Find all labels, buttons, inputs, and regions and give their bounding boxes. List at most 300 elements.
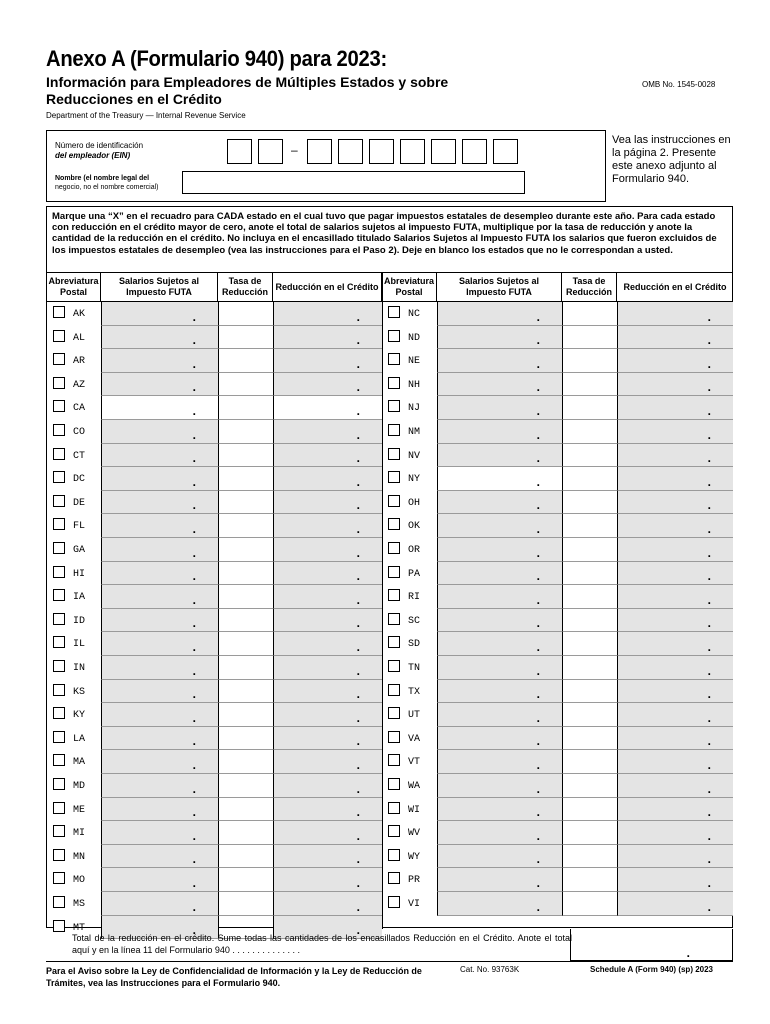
decimal-point: . <box>356 333 360 348</box>
decimal-point: . <box>536 309 540 324</box>
decimal-point: . <box>707 545 711 560</box>
state-checkbox[interactable] <box>388 825 400 837</box>
reduction-field[interactable] <box>617 373 733 397</box>
decimal-point: . <box>707 569 711 584</box>
table-row <box>47 373 734 397</box>
state-abbr: PR <box>408 875 421 887</box>
rate-field[interactable] <box>562 396 617 420</box>
reduction-field[interactable] <box>617 326 733 350</box>
state-checkbox[interactable] <box>388 802 400 814</box>
rate-field[interactable] <box>562 656 617 680</box>
state-abbr: VT <box>408 757 421 769</box>
decimal-point: . <box>192 663 196 678</box>
decimal-point: . <box>192 380 196 395</box>
col-rate-left: Tasa de Reducción <box>218 273 273 302</box>
decimal-point: . <box>536 875 540 890</box>
decimal-point: . <box>536 498 540 513</box>
decimal-point: . <box>356 899 360 914</box>
state-abbr: OH <box>408 497 421 509</box>
rate-field[interactable] <box>562 467 617 491</box>
decimal-point: . <box>536 734 540 749</box>
decimal-point: . <box>192 781 196 796</box>
wages-field[interactable] <box>437 750 562 774</box>
table-row <box>47 514 734 538</box>
decimal-point: . <box>707 639 711 654</box>
state-abbr: ME <box>73 804 86 816</box>
state-abbr: CO <box>73 427 86 438</box>
state-checkbox[interactable] <box>388 684 400 696</box>
state-abbr: CA <box>73 403 86 415</box>
decimal-point: . <box>192 923 196 938</box>
rate-field[interactable] <box>562 892 617 916</box>
col-reduction-left: Reducción en el Crédito <box>273 273 382 302</box>
decimal-point: . <box>707 521 711 536</box>
table-row <box>47 703 734 727</box>
decimal-point: . <box>356 451 360 466</box>
reduction-field[interactable] <box>617 491 733 515</box>
table-row <box>47 326 734 350</box>
decimal-point: . <box>536 380 540 395</box>
decimal-point: . <box>707 616 711 631</box>
table-row <box>47 892 734 916</box>
state-abbr: AK <box>73 309 86 320</box>
decimal-point: . <box>536 805 540 820</box>
state-abbr: NJ <box>408 403 421 415</box>
state-abbr: WV <box>408 828 421 840</box>
ein-label: Número de identificación del empleador (EIN) <box>55 141 144 160</box>
table-row <box>47 656 734 680</box>
decimal-point: . <box>536 757 540 772</box>
state-checkbox[interactable] <box>388 754 400 766</box>
state-abbr: PA <box>408 568 421 580</box>
rate-field[interactable] <box>562 562 617 586</box>
state-abbr: ID <box>73 615 86 627</box>
state-abbr: NH <box>408 379 421 391</box>
reduction-field[interactable] <box>617 396 733 420</box>
decimal-point: . <box>356 498 360 513</box>
state-checkbox[interactable] <box>388 566 400 578</box>
rate-field[interactable] <box>562 632 617 656</box>
wages-field[interactable] <box>437 514 562 538</box>
wages-field[interactable] <box>437 703 562 727</box>
decimal-point: . <box>192 710 196 725</box>
decimal-point: . <box>536 333 540 348</box>
catalog-number: Cat. No. 93763K <box>460 965 520 974</box>
reduction-field[interactable] <box>617 562 733 586</box>
state-abbr: NC <box>408 309 421 320</box>
table-row <box>47 680 734 704</box>
state-abbr: LA <box>73 733 86 745</box>
state-abbr: WY <box>408 851 421 863</box>
decimal-point: . <box>192 592 196 607</box>
wages-field[interactable] <box>437 609 562 633</box>
side-note: Vea las instrucciones en la página 2. Presente este anexo adjunto al Formulario 940. <box>612 134 731 185</box>
decimal-point: . <box>707 663 711 678</box>
total-section <box>46 929 733 961</box>
decimal-point: . <box>536 781 540 796</box>
decimal-point: . <box>536 828 540 843</box>
column-divider <box>382 273 383 929</box>
decimal-point: . <box>707 875 711 890</box>
decimal-point: . <box>356 828 360 843</box>
decimal-point: . <box>536 639 540 654</box>
state-abbr: NV <box>408 450 421 462</box>
decimal-point: . <box>192 498 196 513</box>
wages-field[interactable] <box>437 444 562 468</box>
state-abbr: OR <box>408 545 421 556</box>
decimal-point: . <box>536 687 540 702</box>
decimal-point: . <box>192 427 196 442</box>
wages-field[interactable] <box>437 326 562 350</box>
table-row <box>47 774 734 798</box>
decimal-point: . <box>356 474 360 489</box>
ein-digit-3[interactable] <box>307 139 332 164</box>
col-abbr-right: Abreviatura Postal <box>382 273 437 302</box>
wages-field[interactable] <box>437 491 562 515</box>
wages-field[interactable] <box>437 632 562 656</box>
rate-field[interactable] <box>562 750 617 774</box>
decimal-point: . <box>536 592 540 607</box>
state-checkbox[interactable] <box>388 518 400 530</box>
state-abbr: NY <box>408 474 421 486</box>
decimal-point: . <box>536 852 540 867</box>
wages-field[interactable] <box>437 302 562 326</box>
decimal-point: . <box>192 875 196 890</box>
reduction-field[interactable] <box>617 467 733 491</box>
decimal-point: . <box>192 852 196 867</box>
rate-field[interactable] <box>562 538 617 562</box>
decimal-point: . <box>707 592 711 607</box>
state-abbr: IL <box>73 639 86 651</box>
state-abbr: MD <box>73 781 86 792</box>
decimal-point: . <box>192 474 196 489</box>
reduction-field[interactable] <box>617 750 733 774</box>
decimal-point: . <box>707 781 711 796</box>
decimal-point: . <box>536 403 540 418</box>
decimal-point: . <box>536 545 540 560</box>
decimal-point: . <box>356 569 360 584</box>
state-abbr: MT <box>73 922 86 934</box>
decimal-point: . <box>707 474 711 489</box>
state-abbr: FL <box>73 521 86 533</box>
rate-field[interactable] <box>562 349 617 373</box>
table-row <box>47 727 734 751</box>
decimal-point: . <box>707 498 711 513</box>
state-abbr: AR <box>73 356 86 368</box>
form-subtitle: Información para Empleadores de Múltiples Estados y sobre Reducciones en el Crédito <box>46 74 449 107</box>
ein-digit-7[interactable] <box>431 139 456 164</box>
table-row <box>47 467 734 491</box>
ein-digit-1[interactable] <box>227 139 252 164</box>
state-abbr: TN <box>408 663 421 674</box>
decimal-point: . <box>536 474 540 489</box>
ein-digit-6[interactable] <box>400 139 425 164</box>
reduction-field[interactable] <box>617 349 733 373</box>
reduction-field[interactable] <box>617 680 733 704</box>
state-checkbox[interactable] <box>388 660 400 672</box>
state-checkbox[interactable] <box>388 377 400 389</box>
reduction-field[interactable] <box>617 514 733 538</box>
reduction-field[interactable] <box>617 845 733 869</box>
decimal-point: . <box>707 899 711 914</box>
state-checkbox[interactable] <box>388 306 400 318</box>
state-abbr: MI <box>73 828 86 840</box>
decimal-point: . <box>192 333 196 348</box>
decimal-point: . <box>707 805 711 820</box>
decimal-point: . <box>192 403 196 418</box>
wages-field[interactable] <box>437 585 562 609</box>
ein-digit-2[interactable] <box>258 139 283 164</box>
table-row <box>47 302 734 326</box>
rate-field[interactable] <box>562 609 617 633</box>
state-checkbox[interactable] <box>388 542 400 554</box>
decimal-point: . <box>536 899 540 914</box>
ein-digit-4[interactable] <box>338 139 363 164</box>
col-rate-right: Tasa de Reducción <box>562 273 617 302</box>
wages-field[interactable] <box>437 349 562 373</box>
rate-field[interactable] <box>562 514 617 538</box>
state-checkbox[interactable] <box>388 707 400 719</box>
table-row <box>47 609 734 633</box>
decimal-point: . <box>707 734 711 749</box>
decimal-point: . <box>192 828 196 843</box>
decimal-point: . <box>356 757 360 772</box>
state-abbr: NE <box>408 356 421 368</box>
footer-rule <box>46 961 733 962</box>
state-checkbox[interactable] <box>388 872 400 884</box>
rate-field[interactable] <box>562 302 617 326</box>
decimal-point: . <box>356 616 360 631</box>
decimal-point: . <box>192 356 196 371</box>
decimal-point: . <box>707 687 711 702</box>
table-row <box>47 396 734 420</box>
state-abbr: NM <box>408 427 421 438</box>
reduction-field[interactable] <box>617 703 733 727</box>
form-id: Schedule A (Form 940) (sp) 2023 <box>590 965 713 974</box>
state-abbr: VI <box>408 899 421 910</box>
decimal-point: . <box>356 852 360 867</box>
table-row <box>47 821 734 845</box>
state-abbr: HI <box>73 568 86 580</box>
rate-field[interactable] <box>562 821 617 845</box>
state-abbr: VA <box>408 733 421 745</box>
decimal-point: . <box>356 639 360 654</box>
decimal-point: . <box>192 616 196 631</box>
decimal-point: . <box>356 380 360 395</box>
decimal-point: . <box>536 427 540 442</box>
state-abbr: MN <box>73 851 86 863</box>
state-abbr: MA <box>73 757 86 769</box>
state-abbr: MO <box>73 875 86 887</box>
rate-field[interactable] <box>562 703 617 727</box>
decimal-point: . <box>356 427 360 442</box>
state-checkbox[interactable] <box>388 353 400 365</box>
decimal-point: . <box>356 356 360 371</box>
total-text: Total de la reducción en el crédito. Sume todas las cantidades de los encasillados Reducción en el Crédito. Anote el total aquí y en la línea 11 del Formulario 940 . . . . . . . . . . . . . . <box>72 933 572 955</box>
table-row <box>47 420 734 444</box>
state-abbr: KS <box>73 686 86 698</box>
wages-field[interactable] <box>437 727 562 751</box>
state-abbr: IA <box>73 592 86 604</box>
wages-field[interactable] <box>437 373 562 397</box>
state-abbr: UT <box>408 710 421 722</box>
state-checkbox[interactable] <box>388 330 400 342</box>
rate-field[interactable] <box>562 326 617 350</box>
wages-field[interactable] <box>437 538 562 562</box>
decimal-point: . <box>192 805 196 820</box>
wages-field[interactable] <box>437 821 562 845</box>
ein-digit-8[interactable] <box>462 139 487 164</box>
wages-field[interactable] <box>437 868 562 892</box>
decimal-point: . <box>356 805 360 820</box>
state-checkbox[interactable] <box>388 731 400 743</box>
rate-field[interactable] <box>562 727 617 751</box>
decimal-point: . <box>707 427 711 442</box>
total-reduction-field[interactable] <box>570 929 733 961</box>
state-checkbox[interactable] <box>388 424 400 436</box>
rate-field[interactable] <box>562 798 617 822</box>
decimal-point: . <box>356 592 360 607</box>
decimal-point: . <box>356 663 360 678</box>
state-abbr: DE <box>73 497 86 509</box>
decimal-point: . <box>192 309 196 324</box>
reduction-field[interactable] <box>617 420 733 444</box>
decimal-point: . <box>707 403 711 418</box>
state-abbr: RI <box>408 592 421 604</box>
state-abbr: TX <box>408 686 421 698</box>
reduction-field[interactable] <box>617 609 733 633</box>
decimal-point: . <box>356 734 360 749</box>
decimal-point: . <box>356 403 360 418</box>
state-abbr: IN <box>73 663 86 674</box>
decimal-point: . <box>356 875 360 890</box>
rate-field[interactable] <box>562 845 617 869</box>
rate-field[interactable] <box>562 585 617 609</box>
state-abbr: SC <box>408 615 421 627</box>
state-abbr: MS <box>73 899 86 910</box>
wages-field[interactable] <box>437 798 562 822</box>
state-abbr: CT <box>73 450 86 462</box>
wages-field[interactable] <box>437 656 562 680</box>
decimal-point: . <box>192 521 196 536</box>
wages-field[interactable] <box>437 892 562 916</box>
rate-field[interactable] <box>562 774 617 798</box>
state-checkbox[interactable] <box>388 636 400 648</box>
reduction-field[interactable] <box>617 727 733 751</box>
decimal-point: . <box>707 852 711 867</box>
table-row <box>47 562 734 586</box>
decimal-point: . <box>356 687 360 702</box>
state-checkbox[interactable] <box>388 471 400 483</box>
reduction-field[interactable] <box>617 774 733 798</box>
rate-field[interactable] <box>562 680 617 704</box>
decimal-point: . <box>707 828 711 843</box>
reduction-field[interactable] <box>617 821 733 845</box>
reduction-field[interactable] <box>617 868 733 892</box>
wages-field[interactable] <box>437 562 562 586</box>
decimal-point: . <box>536 663 540 678</box>
states-table <box>46 272 733 938</box>
decimal-point: . <box>536 569 540 584</box>
rate-field[interactable] <box>562 373 617 397</box>
state-checkbox[interactable] <box>388 896 400 908</box>
table-row <box>47 750 734 774</box>
table-row <box>47 444 734 468</box>
decimal-point: . <box>192 757 196 772</box>
table-row <box>47 349 734 373</box>
state-abbr: ND <box>408 332 421 344</box>
state-checkbox[interactable] <box>388 495 400 507</box>
decimal-point: . <box>356 545 360 560</box>
total-decimal: . <box>686 946 690 960</box>
state-checkbox[interactable] <box>388 448 400 460</box>
decimal-point: . <box>707 309 711 324</box>
wages-field[interactable] <box>437 396 562 420</box>
state-checkbox[interactable] <box>388 589 400 601</box>
decimal-point: . <box>707 333 711 348</box>
reduction-field[interactable] <box>617 798 733 822</box>
state-checkbox[interactable] <box>388 849 400 861</box>
form-title: Anexo A (Formulario 940) para 2023: <box>46 46 387 71</box>
decimal-point: . <box>356 923 360 938</box>
reduction-field[interactable] <box>617 892 733 916</box>
ein-digit-5[interactable] <box>369 139 394 164</box>
state-abbr: SD <box>408 639 421 651</box>
wages-field[interactable] <box>437 774 562 798</box>
decimal-point: . <box>536 521 540 536</box>
state-checkbox[interactable] <box>388 613 400 625</box>
decimal-point: . <box>536 616 540 631</box>
decimal-point: . <box>356 309 360 324</box>
reduction-field[interactable] <box>617 656 733 680</box>
state-checkbox[interactable] <box>388 400 400 412</box>
col-wages-right: Salarios Sujetos al Impuesto FUTA <box>437 273 562 302</box>
rate-field[interactable] <box>562 868 617 892</box>
decimal-point: . <box>192 899 196 914</box>
rate-field[interactable] <box>562 491 617 515</box>
table-row <box>47 632 734 656</box>
wages-field[interactable] <box>437 680 562 704</box>
decimal-point: . <box>707 451 711 466</box>
wages-field[interactable] <box>437 467 562 491</box>
rate-field[interactable] <box>562 444 617 468</box>
rate-field[interactable] <box>562 420 617 444</box>
reduction-field[interactable] <box>617 538 733 562</box>
reduction-field[interactable] <box>617 585 733 609</box>
state-abbr: OK <box>408 521 421 533</box>
department-line: Department of the Treasury — Internal Revenue Service <box>46 111 246 120</box>
table-row <box>47 538 734 562</box>
state-abbr: WI <box>408 804 421 816</box>
decimal-point: . <box>707 757 711 772</box>
reduction-field[interactable] <box>617 444 733 468</box>
wages-field[interactable] <box>437 420 562 444</box>
wages-field[interactable] <box>437 845 562 869</box>
omb-number: OMB No. 1545-0028 <box>642 80 716 89</box>
col-abbr-left: Abreviatura Postal <box>47 273 101 302</box>
ein-digit-9[interactable] <box>493 139 518 164</box>
decimal-point: . <box>356 521 360 536</box>
state-checkbox[interactable] <box>388 778 400 790</box>
reduction-field[interactable] <box>617 632 733 656</box>
business-name-field[interactable] <box>182 171 525 194</box>
state-abbr: WA <box>408 781 421 792</box>
ein-dash: – <box>291 143 298 157</box>
decimal-point: . <box>192 687 196 702</box>
decimal-point: . <box>192 569 196 584</box>
employer-id-box <box>46 130 606 202</box>
reduction-field[interactable] <box>617 302 733 326</box>
